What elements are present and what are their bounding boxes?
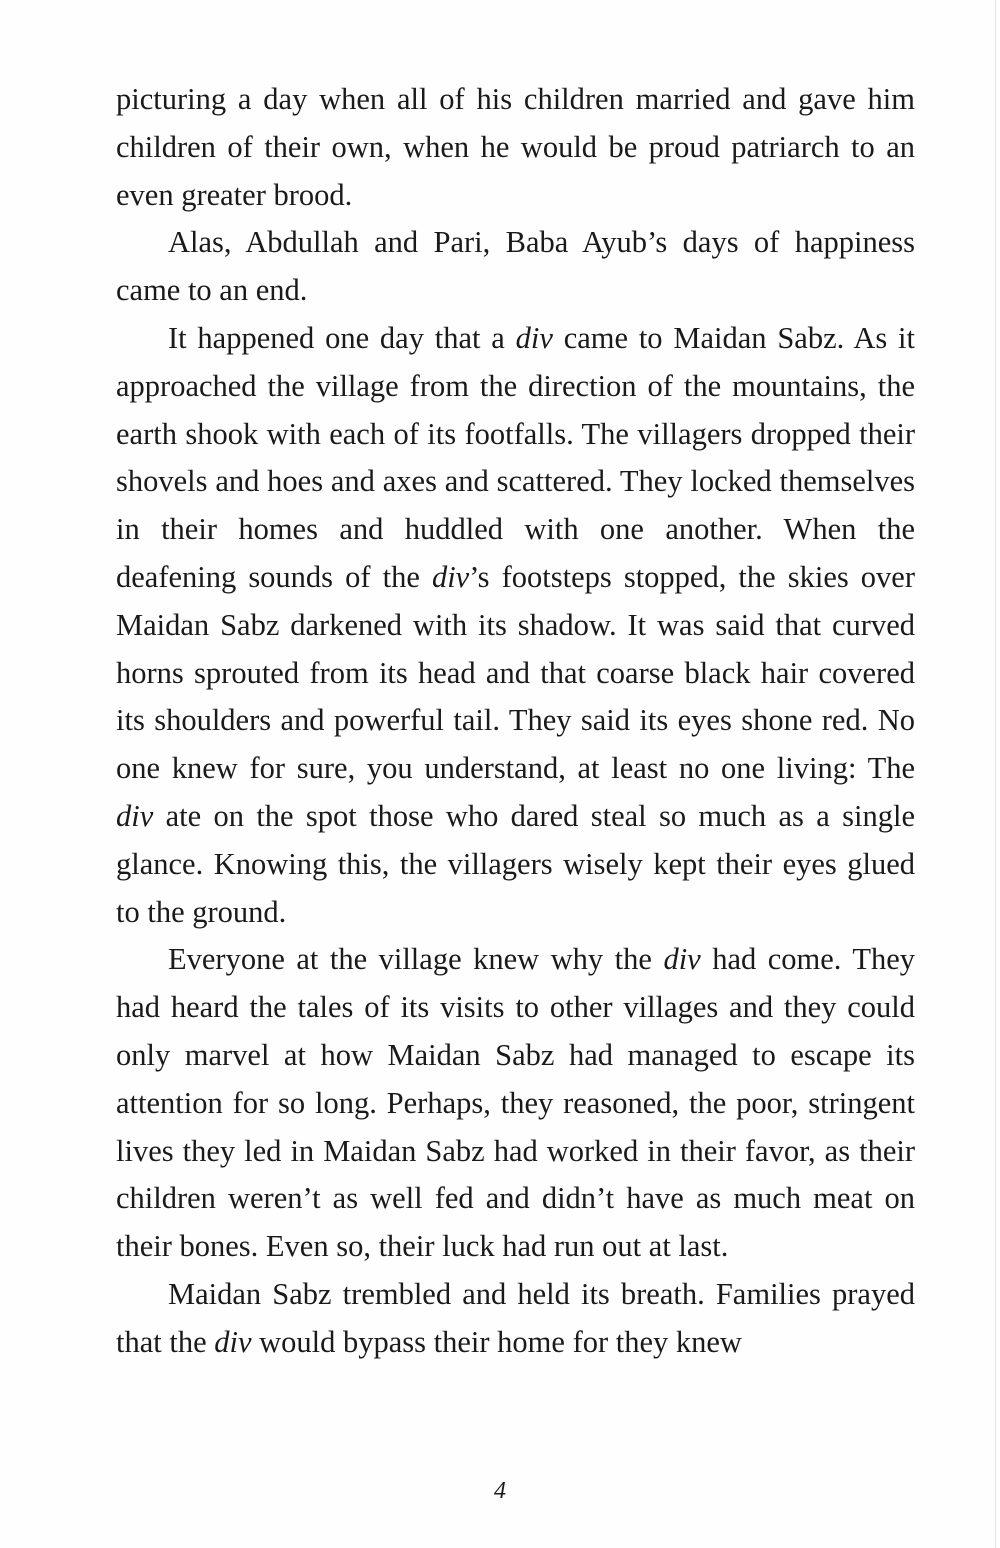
paragraph bbox=[116, 315, 915, 936]
paragraph bbox=[116, 1271, 915, 1367]
italic-term: div bbox=[116, 798, 154, 833]
paragraph bbox=[116, 76, 915, 219]
text-run: ’s footsteps stopped, the skies over Maidan Sabz darkened with its shadow. It was said that curved horns sprouted from its head and that coarse black hair covered its shoulders and powerful tail. They said its eyes shone red. No one knew for sure, you understand, at least no one living: The bbox=[116, 559, 915, 786]
body-text bbox=[116, 76, 915, 1367]
paragraph bbox=[116, 936, 915, 1271]
text-run: Maidan Sabz trembled and held its breath. Families prayed that the bbox=[116, 1276, 915, 1359]
paragraph bbox=[116, 219, 915, 315]
text-run: Alas, Abdullah and Pari, Baba Ayub’s days of happiness came to an end. bbox=[116, 225, 915, 308]
text-run: picturing a day when all of his children married and gave him children of their own, when he would be proud patriarch to an even greater brood. bbox=[116, 82, 915, 212]
text-run: Everyone at the village knew why the bbox=[168, 942, 664, 977]
text-run: ate on the spot those who dared steal so much as a single glance. Knowing this, the villagers wisely kept their eyes glued to the ground. bbox=[116, 798, 915, 929]
italic-term: div bbox=[214, 1324, 252, 1359]
text-run: It happened one day that a bbox=[168, 320, 516, 355]
page-edge-line bbox=[995, 0, 996, 1548]
italic-term: div bbox=[431, 559, 470, 594]
italic-term: div bbox=[663, 942, 701, 977]
text-run: had come. They had heard the tales of its visits to other villages and they could only marvel at how Maidan Sabz had managed to escape its attention for so long. Perhaps, they reasoned, the poor, stringent lives they led in Maidan Sabz had worked in their favor, as their children weren’t as well fed and didn’t have as much meat on their bones. Even so, their luck had run out at last. bbox=[116, 942, 916, 1264]
text-run: came to Maidan Sabz. As it approached the village from the direction of the mountains, the earth shook with each of its footfalls. The villagers dropped their shovels and hoes and axes and scattered. They locked themselves in their homes and huddled with one another. When the deafening sounds of the bbox=[116, 320, 915, 594]
text-run: would bypass their home for they knew bbox=[251, 1324, 742, 1359]
italic-term: div bbox=[515, 320, 553, 355]
page-number: 4 bbox=[494, 1478, 506, 1504]
